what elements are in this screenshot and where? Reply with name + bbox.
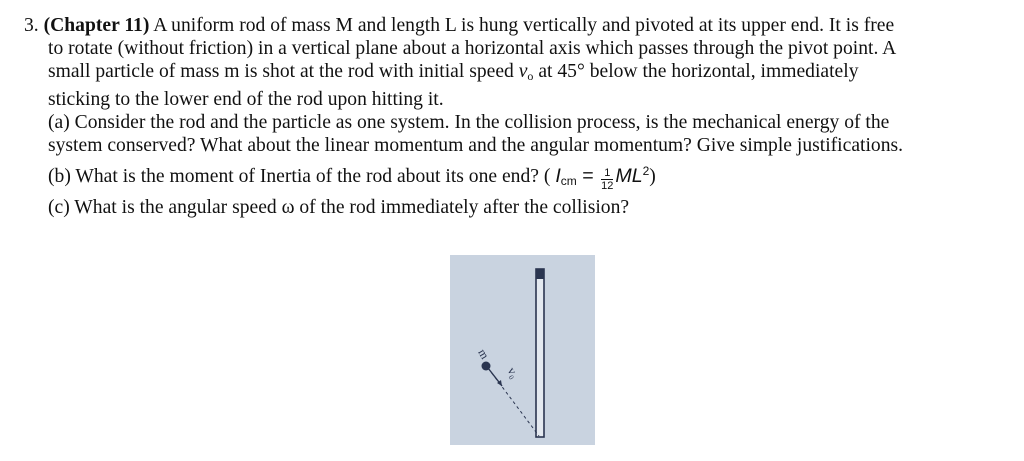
part-a-line-1 (24, 111, 1009, 134)
chapter-label: (Chapter 11) (43, 15, 150, 36)
fraction-denominator: 12 (601, 180, 614, 192)
fraction-numerator: 1 (601, 167, 613, 180)
part-c-text: (c) What is the angular speed ω of the rod immediately after the collision? (48, 197, 630, 218)
icm-symbol: I (555, 165, 561, 187)
fraction (601, 167, 613, 192)
rod-diagram-svg (450, 255, 595, 445)
speed-subscript: o (527, 69, 534, 83)
part-b-line (24, 160, 1009, 193)
part-c-line (24, 196, 1009, 219)
speed-symbol (519, 61, 534, 82)
icm-subscript: cm (560, 174, 577, 188)
part-b-text: (b) What is the moment of Inertia of the rod about its one end? ( (48, 166, 551, 187)
part-a-text-1: (a) Consider the rod and the particle as one system. In the collision process, is the mechanical energy of the (48, 112, 890, 133)
equals-sign: = (582, 165, 594, 187)
mass-label: m (475, 346, 493, 362)
problem-number: 3. (24, 15, 39, 36)
close-paren: ) (649, 166, 656, 187)
part-a-text-2: system conserved? What about the linear momentum and the angular momentum? Give simple justifications. (48, 135, 904, 156)
problem-line-2 (24, 37, 1009, 60)
intro-text-3a: small particle of mass m is shot at the rod with initial speed (48, 61, 514, 82)
intro-text-4: sticking to the lower end of the rod upon hitting it. (48, 89, 444, 110)
problem-line-4 (24, 88, 1009, 111)
part-a-line-2 (24, 134, 1009, 157)
problem-line-3 (24, 60, 1009, 88)
intro-text-3b: at 45° below the horizontal, immediately (538, 61, 859, 82)
ml-term: ML (615, 165, 643, 187)
particle (482, 362, 491, 371)
intro-text-1: A uniform rod of mass M and length L is hung vertically and pivoted at its upper end. It is free (153, 15, 895, 36)
inertia-formula (555, 164, 650, 192)
ml-exponent: 2 (642, 164, 650, 178)
pivot-icon (536, 269, 544, 279)
intro-text-2: to rotate (without friction) in a vertical plane about a horizontal axis which passes through the pivot point. A (48, 38, 897, 59)
problem-statement (24, 14, 1009, 219)
problem-line-1 (24, 14, 1009, 37)
speed-symbol-v: v (518, 61, 528, 82)
rod-diagram (450, 255, 595, 445)
speed-label: v₀ (504, 364, 522, 381)
rod (536, 269, 544, 437)
